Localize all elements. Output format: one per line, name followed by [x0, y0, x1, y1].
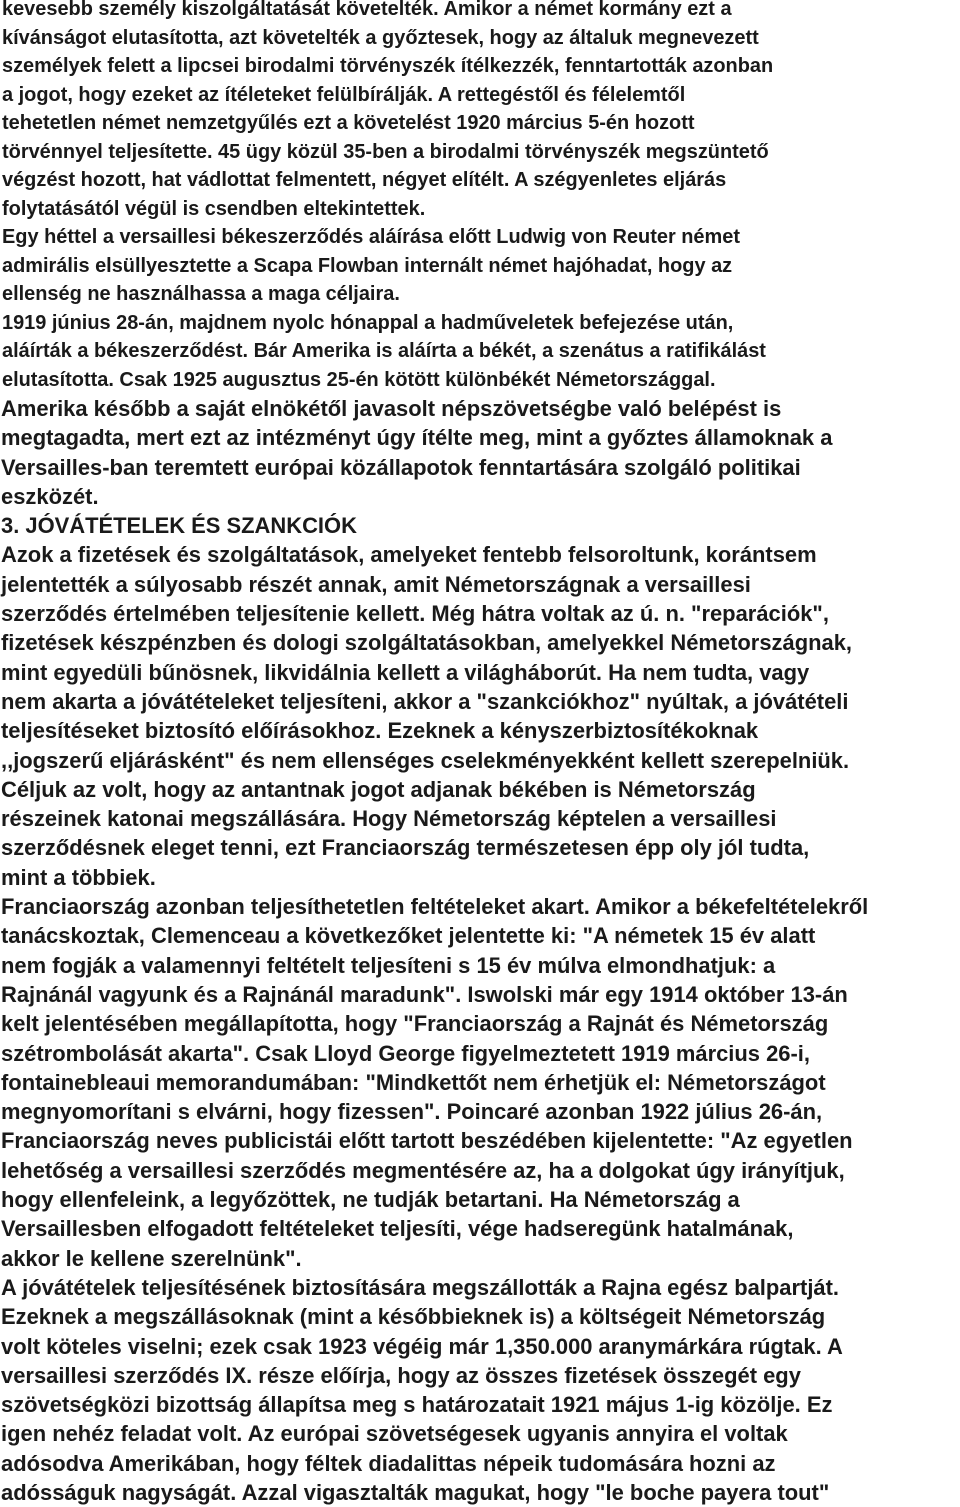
text-line: aláírták a békeszerződést. Bár Amerika is aláírta a békét, a szenátus a ratifikálást — [2, 340, 766, 362]
text-line: Rajnánál vagyunk és a Rajnánál maradunk". Iswolski már egy 1914 október 13-án — [1, 981, 848, 1007]
text-line: Franciaország neves publicistái előtt tartott beszédében kijelentette: "Az egyetlen — [1, 1128, 853, 1154]
text-line: részeinek katonai megszállására. Hogy Németország képtelen a versaillesi — [1, 806, 777, 832]
text-line: adósodva Amerikában, hogy féltek diadalittas népeik tudomására hozni az — [1, 1450, 776, 1476]
text-line: teljesítéseket biztosító előírásokhoz. Ezeknek a kényszerbiztosítékoknak — [1, 718, 759, 744]
text-line: fizetések készpénzben és dologi szolgáltatásokban, amelyekkel Németországnak, — [1, 630, 853, 656]
text-line: Ezeknek a megszállásoknak (mint a későbbieknek is) a költségeit Németország — [1, 1304, 826, 1330]
text-line: a jogot, hogy ezeket az ítéleteket felülbírálják. A rettegéstől és félelemtől — [2, 83, 686, 106]
text-line: volt köteles viselni; ezek csak 1923 végéig már 1,350.000 aranymárkára rúgtak. A — [1, 1333, 843, 1359]
text-line: kelt jelentésében megállapította, hogy "Franciaország a Rajnát és Németország — [1, 1011, 829, 1037]
text-line: törvénnyel teljesítette. 45 ügy közül 35-ben a birodalmi törvényszék megszüntető — [2, 140, 769, 163]
text-line: hogy ellenfeleink, a legyőzöttek, ne tudják betartani. Ha Németország a — [1, 1187, 740, 1213]
text-line: szétrombolását akarta". Csak Lloyd George figyelmeztetett 1919 március 26-i, — [1, 1040, 810, 1066]
text-line: versaillesi szerződés IX. része előírja, hogy az összes fizetések összegét egy — [1, 1362, 801, 1388]
text-line: tanácskoztak, Clemenceau a következőket jelentette ki: "A németek 15 év alatt — [1, 923, 816, 949]
text-block-upper — [0, 0, 960, 394]
text-line: szerződésnek eleget tenni, ezt Franciaország természetesen épp oly jól tudta, — [1, 835, 810, 861]
text-line: Versailles-ban teremtett európai közállapotok fenntartására szolgáló politikai — [1, 454, 801, 480]
text-line: adósságuk nagyságát. Azzal vigasztalták magukat, hogy "le boche payera tout" — [1, 1479, 830, 1505]
text-line: Versaillesben elfogadott feltételeket teljesíti, vége hadseregünk hatalmának, — [1, 1216, 794, 1242]
text-line: nem fogják a valamennyi feltételt teljesíteni s 15 év múlva elmondhatjuk: a — [1, 952, 776, 978]
text-block-lower — [0, 394, 960, 1507]
text-line: személyek felett a lipcsei birodalmi törvényszék ítélkezzék, fenntartották azonban — [2, 55, 774, 77]
text-line: kevesebb személy kiszolgáltatását követelték. Amikor a német kormány ezt a — [2, 0, 732, 20]
text-line: folytatásától végül is csendben eltekintettek. — [2, 197, 426, 220]
text-line: mint a többiek. — [1, 864, 156, 890]
text-line: végzést hozott, hat vádlottat felmentett, négyet elítélt. A szégyenletes eljárás — [2, 169, 727, 191]
text-line: szövetségközi bizottság állapítsa meg s határozatait 1921 május 1-ig közölje. Ez — [1, 1392, 833, 1418]
text-line: ,,jogszerű eljárásként" és nem ellenséges cselekményekként kellett szerepelniük. — [1, 747, 850, 773]
text-line: elutasította. Csak 1925 augusztus 25-én kötött különbékét Németországgal. — [2, 368, 716, 391]
text-line: Amerika később a saját elnökétől javasolt népszövetségbe való belépést is — [1, 396, 782, 421]
text-line: mint egyedüli bűnösnek, likvidálnia kellett a világháborút. Ha nem tudta, vagy — [1, 659, 810, 685]
text-line: admirális elsüllyesztette a Scapa Flowban internált német hajóhadat, hogy az — [2, 254, 733, 277]
text-line: igen nehéz feladat volt. Az európai szövetségesek ugyanis annyira el voltak — [1, 1421, 788, 1447]
text-line: jelentették a súlyosabb részét annak, amit Németországnak a versaillesi — [1, 571, 751, 597]
text-line: nem akarta a jóvátételeket teljesíteni, akkor a "szankciókhoz" nyúltak, a jóvátételi — [1, 688, 849, 714]
text-line: ellenség ne használhassa a maga céljaira. — [2, 283, 400, 305]
text-line: megtagadta, mert ezt az intézményt úgy ítélte meg, mint a győztes államoknak a — [1, 425, 833, 451]
text-line: fontainebleaui memorandumában: "Mindkettőt nem érhetjük el: Németországot — [1, 1069, 826, 1095]
text-line: akkor le kellene szerelnünk". — [1, 1245, 302, 1271]
text-line: megnyomorítani s elvárni, hogy fizessen". Poincaré azonban 1922 július 26-án, — [1, 1099, 823, 1125]
text-line: tehetetlen német nemzetgyűlés ezt a követelést 1920 március 5-én hozott — [2, 112, 695, 134]
text-line: lehetőség a versaillesi szerződés megmentésére az, ha a dolgokat úgy irányítjuk, — [1, 1157, 845, 1183]
text-line: kívánságot elutasította, azt követelték a győztesek, hogy az általuk megnevezett — [2, 26, 759, 49]
text-line: 1919 június 28-án, majdnem nyolc hónappal a hadműveletek befejezése után, — [2, 311, 734, 334]
text-line: 3. JÓVÁTÉTELEK ÉS SZANKCIÓK — [1, 513, 357, 539]
text-line: A jóvátételek teljesítésének biztosítására megszállották a Rajna egész balpartját. — [1, 1274, 840, 1300]
text-line: Egy héttel a versaillesi békeszerződés aláírása előtt Ludwig von Reuter német — [2, 226, 740, 248]
text-line: Céljuk az volt, hogy az antantnak jogot adjanak békében is Németország — [1, 776, 756, 802]
text-line: szerződés értelmében teljesítenie kellett. Még hátra voltak az ú. n. "reparációk", — [1, 601, 829, 627]
text-line: eszközét. — [1, 483, 99, 509]
text-line: Franciaország azonban teljesíthetetlen feltételeket akart. Amikor a békefeltételekről — [1, 894, 869, 920]
text-line: Azok a fizetések és szolgáltatások, amelyeket fentebb felsoroltunk, korántsem — [1, 542, 817, 568]
